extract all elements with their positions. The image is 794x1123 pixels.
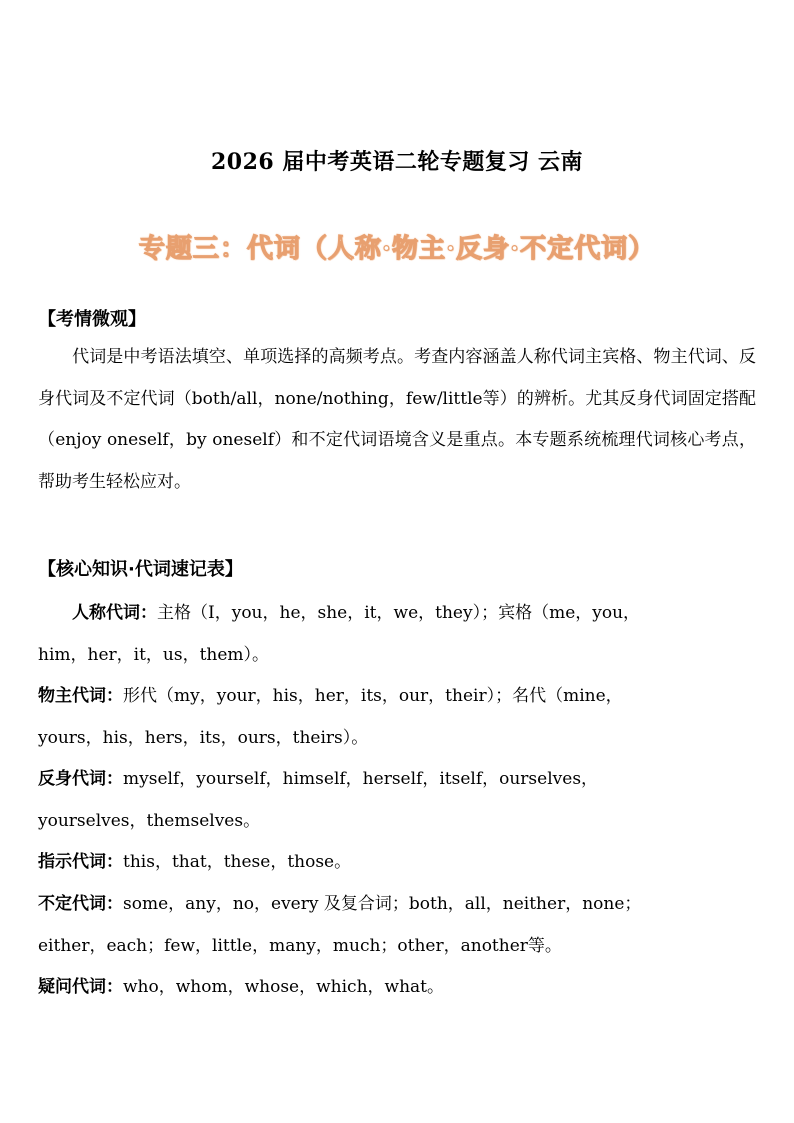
possessive-pronoun-line-2 bbox=[38, 723, 756, 748]
reflexive-pronoun-text-2: yourselves，themselves。 bbox=[38, 811, 261, 831]
indefinite-pronoun-line-2 bbox=[38, 931, 756, 956]
indefinite-pronoun-text-2: either，each；few，little，many，much；other，another等。 bbox=[38, 936, 562, 956]
topic-subtitle: 专题三：代词（人称·物主·反身·不定代词） bbox=[138, 234, 656, 264]
exam-overview-text: 代词是中考语法填空、单项选择的高频考点。考查内容涵盖人称代词主宾格、物主代词、反身代词及不定代词（both/all，none/nothing，few/little等）的辨析。尤其反身代词固定搭配（enjoy oneself，by oneself）和不定代词语境含义是重点。本专题系统梳理代词核心考点，帮助考生轻松应对。 bbox=[38, 347, 756, 492]
reflexive-pronoun-text-1: myself，yourself，himself，herself，itself，ourselves， bbox=[123, 769, 599, 789]
core-knowledge-heading: 【核心知识·代词速记表】 bbox=[38, 559, 243, 580]
indefinite-pronoun-label: 不定代词： bbox=[38, 894, 123, 914]
interrogative-pronoun-text: who，whom，whose，which，what。 bbox=[123, 977, 444, 997]
personal-pronoun-line-1 bbox=[72, 598, 756, 623]
possessive-pronoun-line-1 bbox=[38, 681, 756, 706]
possessive-pronoun-text-1: 形代（my，your，his，her，its，our，their）；名代（mine， bbox=[123, 686, 623, 706]
demonstrative-pronoun-text: this，that，these，those。 bbox=[123, 852, 352, 872]
indefinite-pronoun-line-1 bbox=[38, 889, 756, 914]
personal-pronoun-text-1: 主格（I，you，he，she，it，we，they）；宾格（me，you， bbox=[157, 603, 641, 623]
reflexive-pronoun-line-2 bbox=[38, 806, 756, 831]
reflexive-pronoun-line-1 bbox=[38, 764, 756, 789]
demonstrative-pronoun-label: 指示代词： bbox=[38, 852, 123, 872]
reflexive-pronoun-label: 反身代词： bbox=[38, 769, 123, 789]
personal-pronoun-label: 人称代词： bbox=[72, 603, 157, 623]
interrogative-pronoun-label: 疑问代词： bbox=[38, 977, 123, 997]
interrogative-pronoun-line bbox=[38, 972, 756, 997]
exam-overview-paragraph bbox=[38, 337, 756, 503]
demonstrative-pronoun-line bbox=[38, 847, 756, 872]
exam-overview-heading: 【考情微观】 bbox=[38, 309, 146, 330]
possessive-pronoun-label: 物主代词： bbox=[38, 686, 123, 706]
indefinite-pronoun-text-1: some，any，no，every 及复合词；both，all，neither，none； bbox=[123, 894, 642, 914]
personal-pronoun-text-2: him，her，it，us，them）。 bbox=[38, 645, 270, 665]
personal-pronoun-line-2 bbox=[38, 640, 756, 665]
possessive-pronoun-text-2: yours，his，hers，its，ours，theirs）。 bbox=[38, 728, 369, 748]
document-title: 2026 届中考英语二轮专题复习 云南 bbox=[210, 149, 584, 175]
